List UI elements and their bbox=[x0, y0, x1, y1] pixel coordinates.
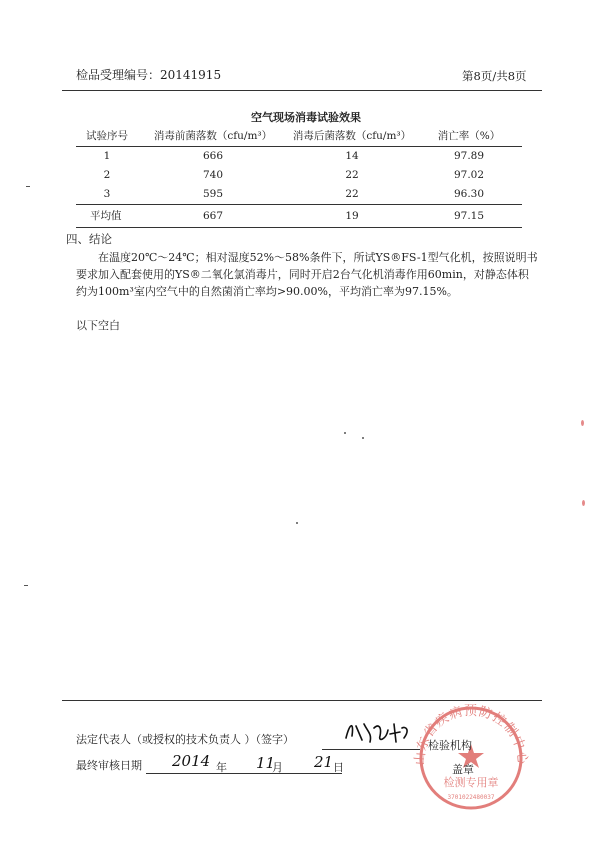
cell-kill-rate: 97.02 bbox=[453, 169, 485, 181]
stamp-code: 3701022480037 bbox=[447, 794, 495, 801]
review-date-label: 最终审核日期 bbox=[76, 759, 142, 772]
results-table bbox=[76, 124, 522, 228]
stamp-subtext: 检测专用章 bbox=[443, 776, 499, 789]
footer-divider bbox=[62, 700, 542, 701]
cell-after: 22 bbox=[345, 169, 359, 181]
acceptance-number: 检品受理编号：20141915 bbox=[76, 68, 222, 82]
scan-speck bbox=[24, 585, 28, 586]
column-header-trial: 试验序号 bbox=[76, 124, 138, 147]
cell-after: 19 bbox=[288, 205, 416, 228]
date-line bbox=[146, 773, 342, 774]
cell-before: 740 bbox=[202, 169, 224, 181]
month-value: 11 bbox=[256, 754, 276, 772]
cell-after: 22 bbox=[345, 188, 359, 200]
seal-label: 盖章 bbox=[452, 763, 474, 776]
cell-trial: 1 bbox=[103, 150, 111, 162]
column-header-after: 消毒后菌落数（cfu/m³） bbox=[288, 124, 416, 147]
blank-note: 以下空白 bbox=[76, 319, 120, 332]
table-row bbox=[76, 185, 522, 205]
signature-line bbox=[322, 749, 420, 750]
year-value: 2014 bbox=[172, 752, 211, 770]
column-header-kill-rate: 消亡率（%） bbox=[416, 124, 522, 147]
conclusion-heading: 四、结论 bbox=[66, 232, 112, 246]
table-row bbox=[76, 166, 522, 185]
table-row bbox=[76, 147, 522, 167]
cell-kill-rate: 97.89 bbox=[453, 150, 485, 162]
cell-before: 595 bbox=[202, 188, 224, 200]
table-header-row bbox=[76, 124, 522, 147]
scan-speck bbox=[581, 420, 584, 426]
official-seal-stamp bbox=[410, 702, 532, 810]
cell-average-label: 平均值 bbox=[76, 205, 138, 228]
year-unit: 年 bbox=[216, 761, 227, 774]
page-number: 第8页/共8页 bbox=[462, 69, 527, 83]
stamp-org-text: 山东省疾病预防控制中心 bbox=[412, 704, 530, 766]
month-unit: 月 bbox=[272, 761, 283, 774]
scan-speck bbox=[26, 186, 30, 187]
handwritten-signature bbox=[342, 716, 414, 746]
cell-before: 666 bbox=[202, 150, 224, 162]
cell-kill-rate: 96.30 bbox=[453, 188, 485, 200]
day-unit: 日 bbox=[333, 761, 344, 774]
representative-label: 法定代表人（或授权的技术负责人 ）（签字） bbox=[76, 733, 294, 746]
inspection-org-label: 检验机构 bbox=[428, 739, 472, 752]
scan-speck bbox=[344, 432, 346, 434]
table-title: 空气现场消毒试验效果 bbox=[251, 111, 361, 124]
average-row bbox=[76, 205, 522, 228]
scan-speck bbox=[296, 522, 298, 524]
cell-trial: 2 bbox=[103, 169, 111, 181]
cell-before: 667 bbox=[138, 205, 288, 228]
cell-kill-rate: 97.15 bbox=[416, 205, 522, 228]
cell-after: 14 bbox=[345, 150, 359, 162]
scan-speck bbox=[582, 500, 585, 506]
conclusion-paragraph: 在温度20℃～24℃；相对湿度52%～58%条件下，所试YS®FS-1型气化机，按照说明书要求加入配套使用的YS®二氧化氯消毒片，同时开启2台气化机消毒作用60min，对静态体积约为100m³室内空气中的自然菌消亡率均>90.00%，平均消亡率为97.15%。 bbox=[76, 251, 538, 298]
cell-trial: 3 bbox=[103, 188, 111, 200]
column-header-before: 消毒前菌落数（cfu/m³） bbox=[138, 124, 288, 147]
day-value: 21 bbox=[314, 753, 334, 771]
header-divider bbox=[62, 90, 542, 91]
scan-speck bbox=[362, 437, 364, 439]
